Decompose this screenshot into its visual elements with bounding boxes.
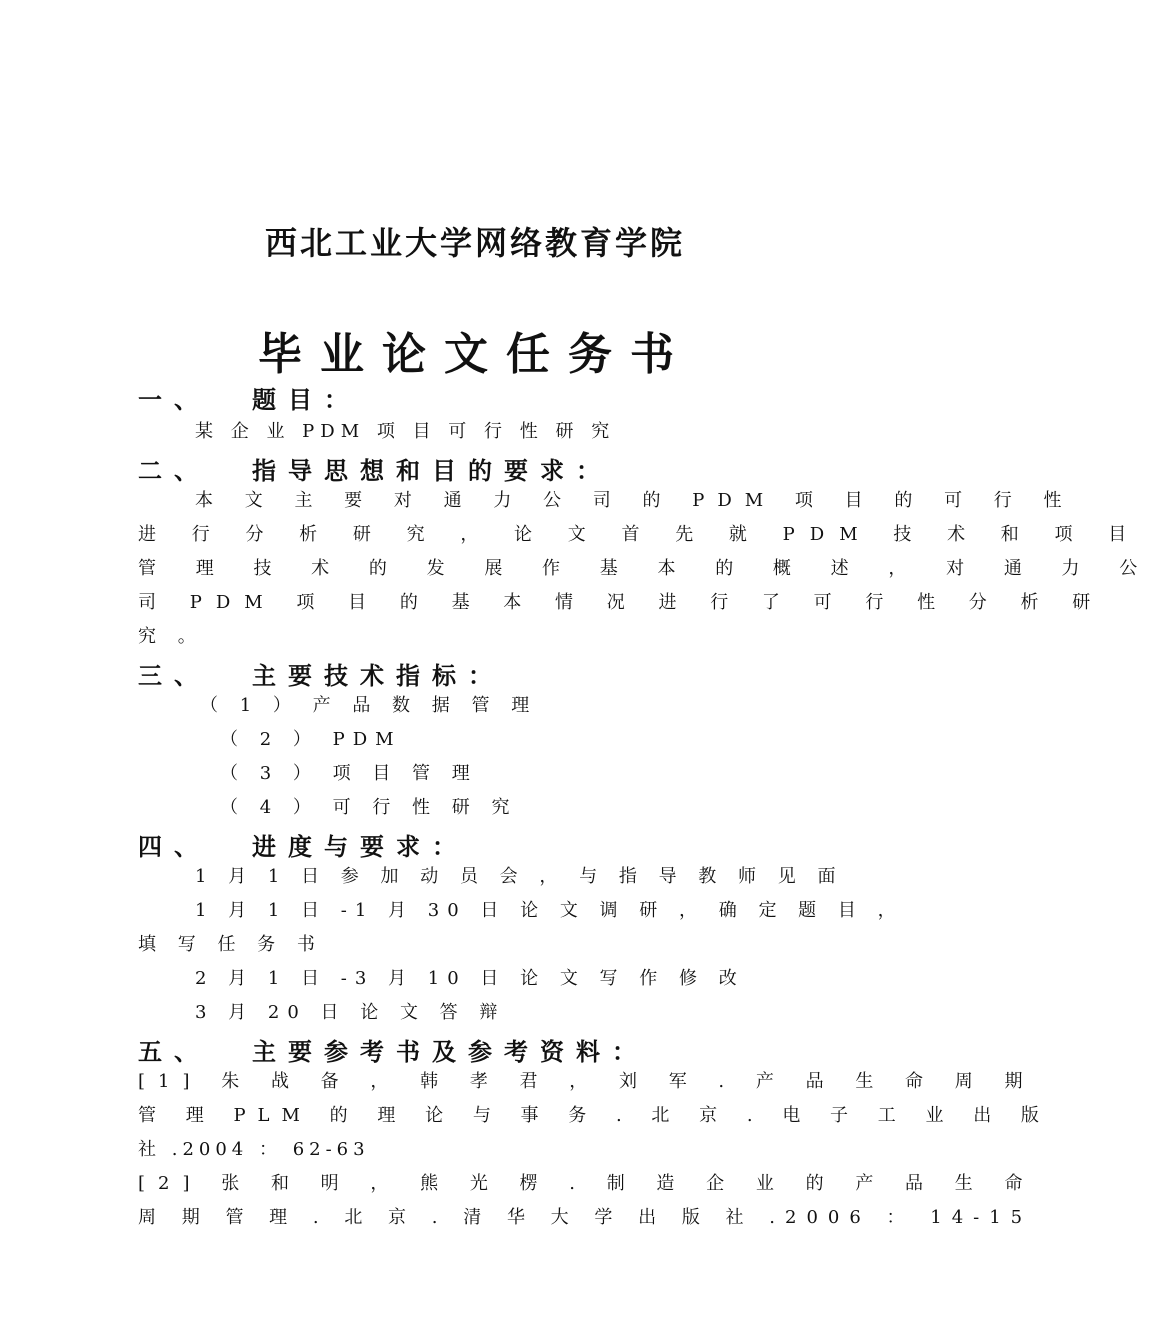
section1-topic: 某 企 业 PDM 项 目 可 行 性 研 究 [195,421,616,442]
section4-number: 四、 [138,832,210,861]
indicator-item-2: （ 2 ） PDM [220,729,402,750]
section1-number: 一、 [138,385,210,414]
reference-2-line-2: 周 期 管 理 . 北 京 . 清 华 大 学 出 版 社 .2006 ： 14-15 [138,1207,1033,1228]
schedule-line-3: 填 写 任 务 书 [138,934,323,955]
section5-title: 主要参考书及参考资料： [252,1037,648,1066]
schedule-line-4: 2 月 1 日 -3 月 10 日 论 文 写 作 修 改 [195,968,745,989]
document-title: 毕业论文任务书 [258,329,692,380]
section5-number: 五、 [138,1037,210,1066]
section2-line-1: 本 文 主 要 对 通 力 公 司 的 PDM 项 目 的 可 行 性 [195,490,1075,511]
reference-2-line-1: [2] 张 和 明 ， 熊 光 楞 . 制 造 企 业 的 产 品 生 命 [138,1173,1036,1194]
schedule-line-2: 1 月 1 日 -1 月 30 日 论 文 调 研 ， 确 定 题 目 ， [195,900,904,921]
section2-number: 二、 [138,456,210,485]
section2-title: 指导思想和目的要求： [252,456,612,485]
reference-1-line-3: 社 .2004 ： 62-63 [138,1139,370,1160]
section3-title: 主要技术指标： [252,661,504,690]
section2-line-3: 管 理 技 术 的 发 展 作 基 本 的 概 述 ， 对 通 力 公 [138,558,1154,579]
section5-heading [138,1032,648,1067]
indicator-item-4: （ 4 ） 可 行 性 研 究 [220,797,518,818]
section3-number: 三、 [138,661,210,690]
section2-line-4: 司 PDM 项 目 的 基 本 情 况 进 行 了 可 行 性 分 析 研 [138,592,1105,613]
section2-heading [138,451,612,486]
section1-heading [138,380,360,415]
indicator-item-3: （ 3 ） 项 目 管 理 [220,763,478,784]
schedule-line-1: 1 月 1 日 参 加 动 员 会 ， 与 指 导 教 师 见 面 [195,866,844,887]
reference-1-line-2: 管 理 PLM 的 理 论 与 事 务 . 北 京 . 电 子 工 业 出 版 [138,1105,1051,1126]
reference-1-line-1: [1] 朱 战 备 ， 韩 孝 君 ， 刘 军 . 产 品 生 命 周 期 [138,1071,1036,1092]
section3-heading [138,656,504,691]
indicator-item-1: （ 1 ） 产 品 数 据 管 理 [200,695,538,716]
section2-line-2: 进 行 分 析 研 究 ， 论 文 首 先 就 PDM 技 术 和 项 目 [138,524,1142,545]
section1-title: 题目： [252,385,360,414]
section2-line-5: 究 。 [138,626,204,647]
section4-title: 进度与要求： [252,832,468,861]
section4-heading [138,827,468,862]
institution-title: 西北工业大学网络教育学院 [264,224,685,262]
schedule-line-5: 3 月 20 日 论 文 答 辩 [195,1002,506,1023]
